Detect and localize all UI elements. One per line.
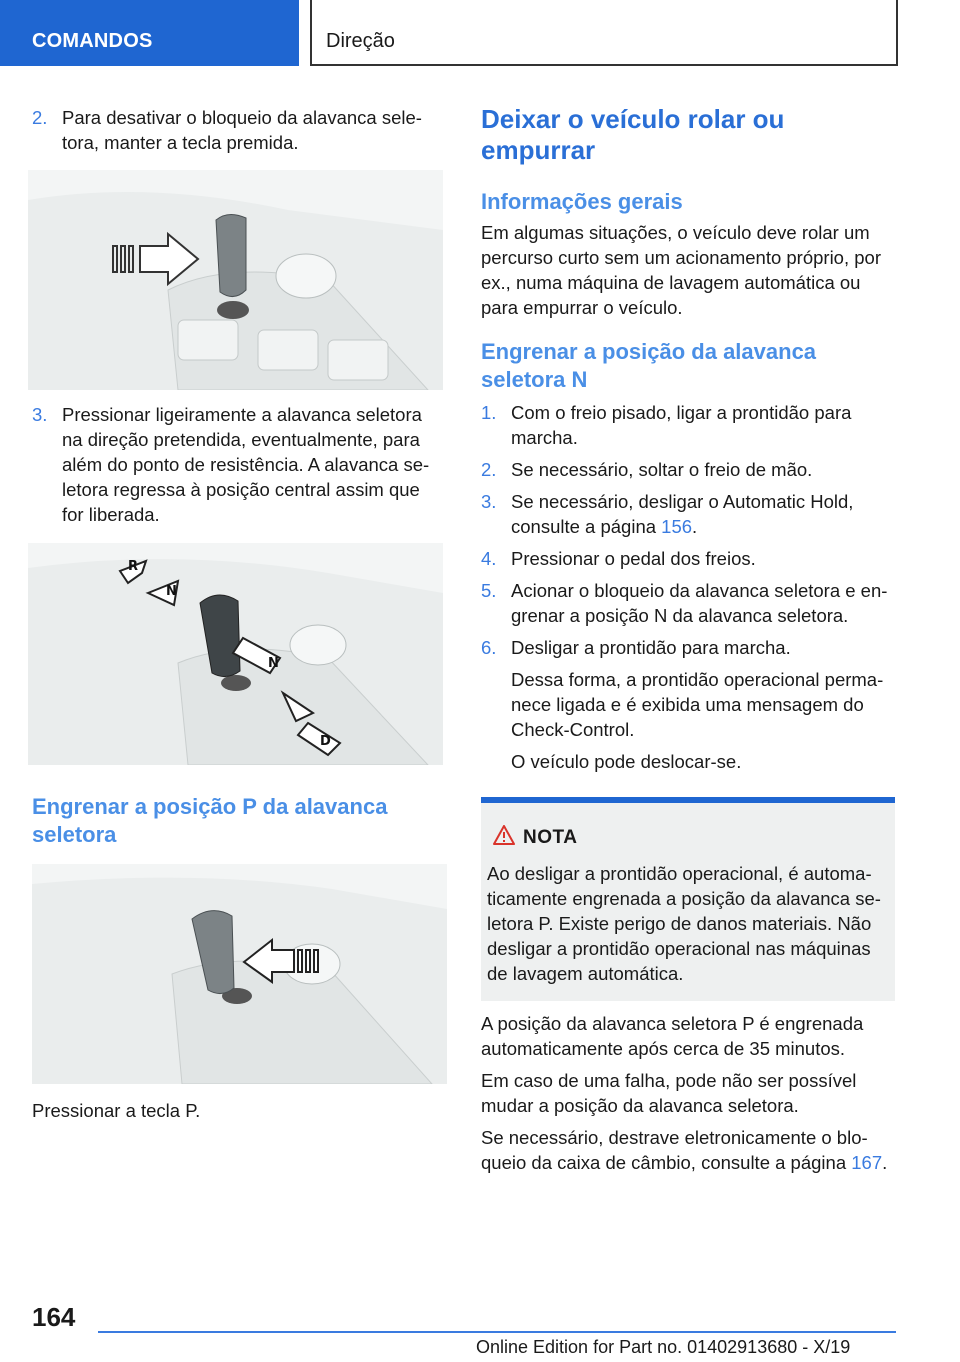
step-2	[32, 105, 442, 155]
illustration-shift-directions	[28, 543, 443, 765]
step-6-detail: Dessa forma, a prontidão operacional perma-nece ligada e é exibida uma mensagem do Check-Control.	[511, 669, 884, 740]
step-2	[481, 457, 895, 482]
step-number: 1.	[481, 402, 497, 423]
step-text: Acionar o bloqueio da alavanca seletora e en-grenar a posição N da alavanca seletora.	[511, 580, 888, 626]
step-5	[481, 578, 895, 628]
step-6-result: O veículo pode deslocar-se.	[511, 751, 742, 772]
note-title: NOTA	[523, 827, 578, 848]
step-text: Com o freio pisado, ligar a prontidão para marcha.	[511, 402, 852, 448]
step-text: Desligar a prontidão para marcha.	[511, 637, 791, 658]
paragraph-failure: Em caso de uma falha, pode não ser possível mudar a posição da alavanca seletora.	[481, 1070, 857, 1116]
step-number: 2.	[32, 107, 48, 128]
caption-press-p	[32, 1098, 442, 1123]
step-text: Para desativar o bloqueio da alavanca sele-tora, manter a tecla premida.	[62, 107, 422, 153]
heading-position-p-block	[32, 793, 442, 849]
right-paragraphs	[481, 1011, 895, 1175]
note-text: Ao desligar a prontidão operacional, é automa-ticamente engrenada a posição da alavanca se-letora P. Existe perigo de danos materiais. Não desligar a prontidão operacional nas máquinas de lavagem automática.	[487, 863, 881, 984]
right-column	[481, 104, 895, 774]
step-number: 6.	[481, 637, 497, 658]
step-number: 3.	[32, 404, 48, 425]
step-text-end: .	[692, 516, 698, 537]
subsection-title: Direção	[326, 30, 395, 52]
step-6	[481, 635, 895, 660]
warning-triangle-icon	[493, 825, 515, 845]
subheading-general-info: Informações gerais	[481, 189, 683, 214]
paragraph-text: Se necessário, destrave eletronicamente o blo-queio da caixa de câmbio, consulte a página	[481, 1127, 868, 1173]
shift-label-r: R	[128, 559, 139, 574]
illustration-selector-lever-button	[28, 170, 443, 390]
caption-text: Pressionar a tecla P.	[32, 1100, 201, 1121]
step-1	[481, 400, 895, 450]
footer-divider	[98, 1331, 896, 1333]
shift-label-n-bottom: N	[268, 656, 279, 671]
shift-label-n-top: N	[166, 584, 177, 599]
step-number: 5.	[481, 580, 497, 601]
footer-edition: Online Edition for Part no. 01402913680 - X/19	[476, 1337, 851, 1357]
heading-position-p: Engrenar a posição P da alavanca seletora	[32, 794, 388, 847]
subheading-position-n: Engrenar a posição da alavanca seletora N	[481, 339, 817, 392]
subsection-header	[310, 0, 898, 66]
page-link-156[interactable]: 156	[661, 516, 693, 537]
page-number: 164	[32, 1302, 76, 1332]
step-4	[481, 546, 895, 571]
general-info-text: Em algumas situações, o veículo deve rolar um percurso curto sem um acionamento próprio, por ex., numa máquina de lavagem automática ou para empurrar o veículo.	[481, 222, 881, 318]
step-text: Pressionar ligeiramente a alavanca seletora na direção pretendida, eventualmente, para além do ponto de resistência. A alavanca se-letora regressa à posição central assim que for liberada.	[62, 404, 430, 525]
step-3	[481, 489, 895, 539]
step-number: 4.	[481, 548, 497, 569]
paragraph-text-end: .	[882, 1152, 888, 1173]
illustration-press-p-button	[32, 864, 447, 1084]
paragraph-auto-p: A posição da alavanca seletora P é engrenada automaticamente após cerca de 35 minutos.	[481, 1013, 864, 1059]
section-tab	[0, 0, 299, 66]
step-3	[32, 402, 442, 527]
note-box	[481, 797, 895, 1001]
shift-label-d: D	[320, 734, 331, 749]
step-number: 3.	[481, 491, 497, 512]
paragraph-unlock	[481, 1125, 895, 1175]
step-text: Pressionar o pedal dos freios.	[511, 548, 756, 569]
step-number: 2.	[481, 459, 497, 480]
step-text: Se necessário, desligar o Automatic Hold, consulte a página	[511, 491, 854, 537]
page-link-167[interactable]: 167	[851, 1152, 883, 1173]
section-title: COMANDOS	[32, 30, 153, 52]
step-text: Se necessário, soltar o freio de mão.	[511, 459, 813, 480]
section-heading: Deixar o veículo rolar ou empurrar	[481, 104, 785, 165]
